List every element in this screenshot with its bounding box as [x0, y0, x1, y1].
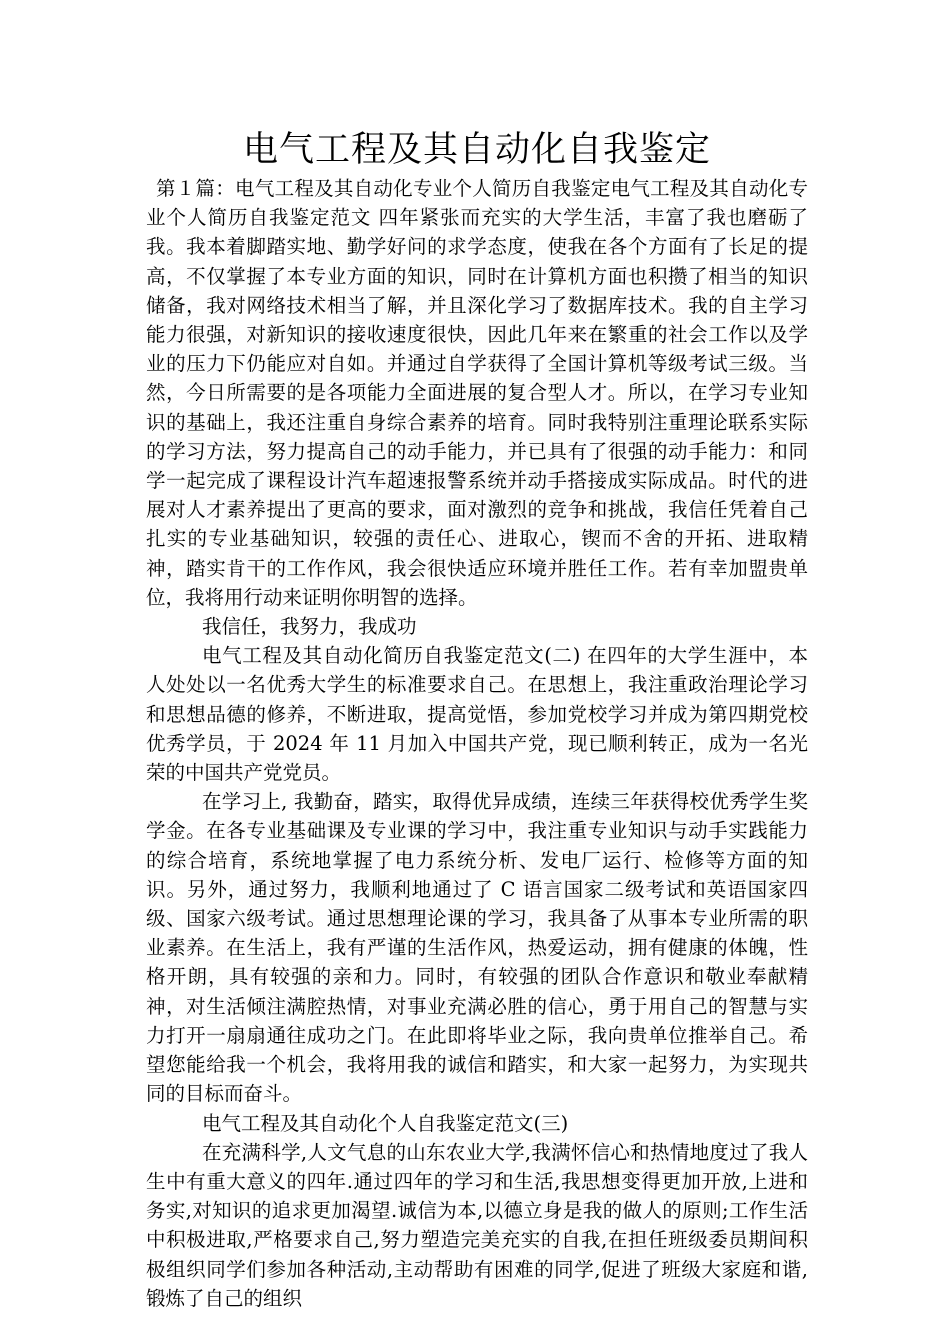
paragraph-1: 第１篇：电气工程及其自动化专业个人简历自我鉴定电气工程及其自动化专业个人简历自我鉴定范文 四年紧张而充实的大学生活，丰富了我也磨砺了我。我本着脚踏实地、勤学好问的求学态度，使我在各个方面有了长足的提高，不仅掌握了本专业方面的知识，同时在计算机方面也积攒了相当的知识储备，我对网络技术相当了解，并且深化学习了数据库技术。我的自主学习能力很强，对新知识的接收速度很快，因此几年来在繁重的社会工作以及学业的压力下仍能应对自如。并通过自学获得了全国计算机等级考试三级。当然，今日所需要的是各项能力全面进展的复合型人才。所以，在学习专业知识的基础上，我还注重自身综合素养的培育。同时我特别注重理论联系实际的学习方法，努力提高自己的动手能力，并已具有了很强的动手能力：和同学一起完成了课程设计汽车超速报警系统并动手搭接成实际成品。时代的进展对人才素养提出了更高的要求，面对激烈的竞争和挑战，我信任凭着自己扎实的专业基础知识，较强的责任心、进取心，锲而不舍的开拓、进取精神，踏实肯干的工作作风，我会很快适应环境并胜任工作。若有幸加盟贵单位，我将用行动来证明你明智的选择。	[146, 177, 808, 609]
section-heading-3: 电气工程及其自动化个人自我鉴定范文(三)	[202, 1111, 569, 1135]
paragraph-3: 在学习上, 我勤奋，踏实，取得优异成绩，连续三年获得校优秀学生奖学金。在各专业基础课及专业课的学习中，我注重专业知识与动手实践能力的综合培育，系统地掌握了电力系统分析、发电厂运行、检修等方面的知识。另外，通过努力，我顺利地通过了 C 语言国家二级考试和英语国家四级、国家六级考试。通过思想理论课的学习，我具备了从事本专业所需的职业素养。在生活上，我有严谨的生活作风，热爱运动，拥有健康的体魄，性格开朗，具有较强的亲和力。同时，有较强的团队合作意识和敬业奉献精神，对生活倾注满腔热情，对事业充满必胜的信心，勇于用自己的智慧与实力打开一扇扇通往成功之门。在此即将毕业之际，我向贵单位推举自己。希望您能给我一个机会，我将用我的诚信和踏实，和大家一起努力，为实现共同的目标而奋斗。	[146, 790, 808, 1106]
paragraph-4: 在充满科学,人文气息的山东农业大学,我满怀信心和热情地度过了我人生中有重大意义的四年.通过四年的学习和生活,我思想变得更加开放,上进和务实,对知识的追求更加渴望.诚信为本,以德立身是我的做人的原则;工作生活中积极进取,严格要求自己,努力塑造完美充实的自我,在担任班级委员期间积极组织同学们参加各种活动,主动帮助有困难的同学,促进了班级大家庭和谐,锻炼了自己的组织	[146, 1140, 808, 1310]
document-title: 电气工程及其自动化自我鉴定	[242, 130, 711, 170]
paragraph-motto: 我信任，我努力，我成功	[202, 615, 417, 639]
paragraph-2: 电气工程及其自动化简历自我鉴定范文(二) 在四年的大学生涯中，本人处处以一名优秀大学生的标准要求自己。在思想上，我注重政治理论学习和思想品德的修养，不断进取，提高觉悟，参加党校学习并成为第四期党校优秀学员，于 2024 年 11 月加入中国共产党，现已顺利转正，成为一名光荣的中国共产党党员。	[146, 644, 808, 785]
document-page	[146, 128, 808, 1313]
